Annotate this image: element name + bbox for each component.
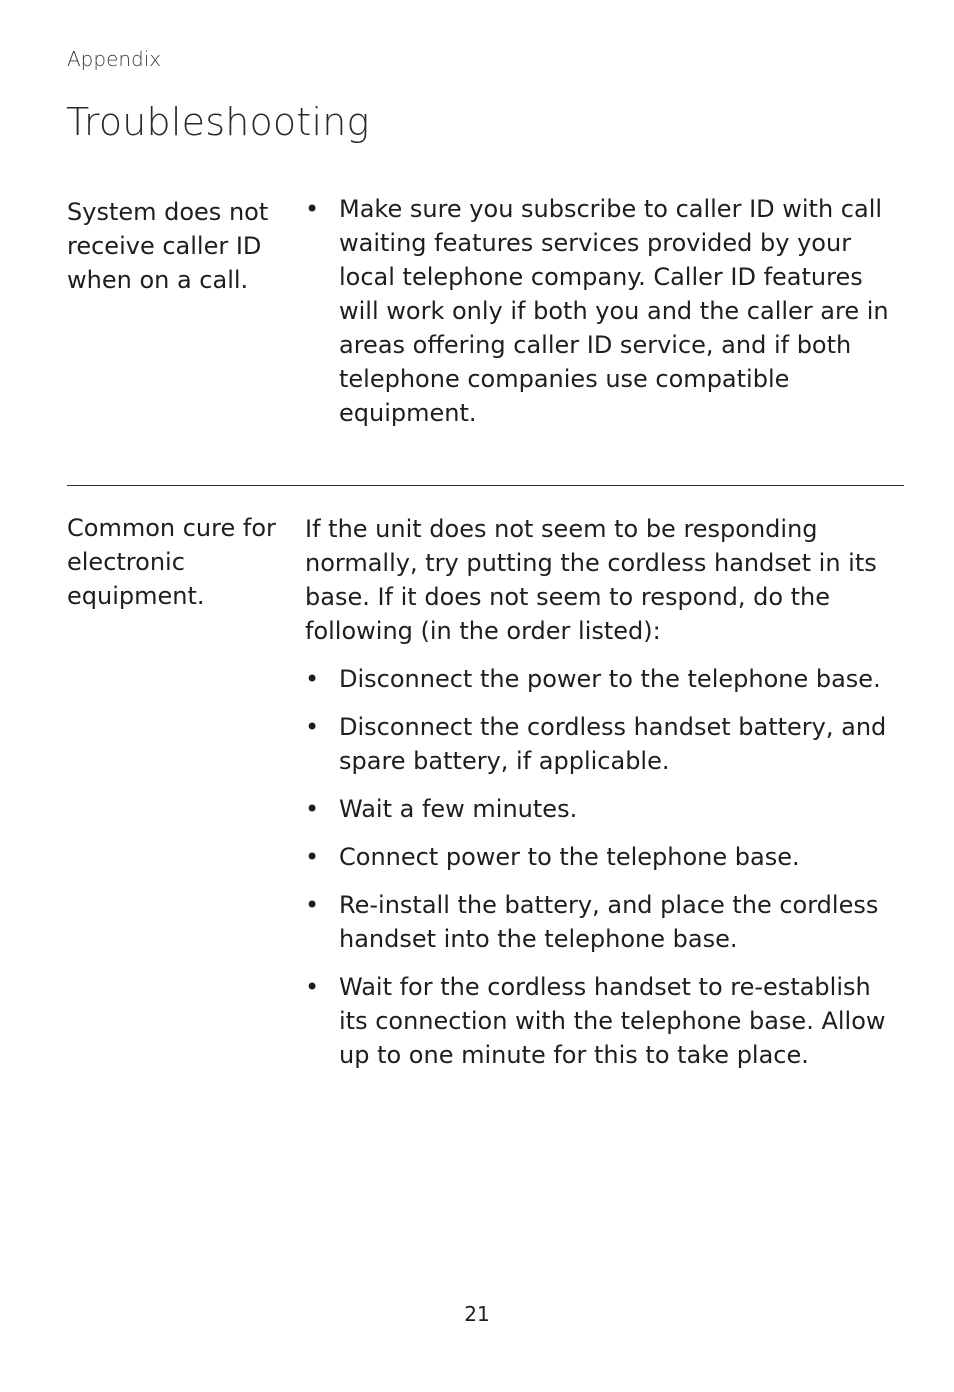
bullet-icon: • — [305, 973, 320, 1001]
list-item — [305, 888, 905, 956]
bullet-icon: • — [305, 713, 320, 741]
list-item-text: Wait a few minutes. — [339, 795, 578, 823]
list-item-text: Make sure you subscribe to caller ID with call waiting features services provided by your local telephone company. Caller ID features will work only if both you and the caller are in areas offering caller ID service, and if both telephone companies use compatible equipment. — [339, 195, 889, 427]
list-item-text: Connect power to the telephone base. — [339, 843, 800, 871]
list-item-text: Wait for the cordless handset to re-establish its connection with the telephone base. Allow up to one minute for this to take place. — [339, 973, 886, 1069]
bullet-icon: • — [305, 795, 320, 823]
solution-body — [305, 192, 905, 444]
solution-body — [305, 512, 905, 1086]
bullet-icon: • — [305, 891, 320, 919]
list-item-text: Disconnect the power to the telephone base. — [339, 665, 881, 693]
section-divider — [67, 485, 904, 486]
list-item-text: Re-install the battery, and place the cordless handset into the telephone base. — [339, 891, 879, 953]
list-item — [305, 840, 905, 874]
list-item — [305, 792, 905, 826]
page-title: Troubleshooting — [66, 100, 370, 144]
solution-intro: If the unit does not seem to be responding normally, try putting the cordless handset in its base. If it does not seem to respond, do the following (in the order listed): — [305, 515, 877, 645]
bullet-icon: • — [305, 843, 320, 871]
section-label: Appendix — [67, 47, 162, 71]
list-item — [305, 970, 905, 1072]
solution-list — [305, 192, 905, 430]
bullet-icon: • — [305, 665, 320, 693]
list-item-text: Disconnect the cordless handset battery, and spare battery, if applicable. — [339, 713, 887, 775]
problem-label: System does not receive caller ID when on a call. — [67, 198, 269, 294]
list-item — [305, 192, 905, 430]
solution-list — [305, 662, 905, 1072]
list-item — [305, 710, 905, 778]
problem-label: Common cure for electronic equipment. — [67, 514, 276, 610]
page-number: 21 — [464, 1302, 490, 1326]
list-item — [305, 662, 905, 696]
bullet-icon: • — [305, 195, 320, 223]
